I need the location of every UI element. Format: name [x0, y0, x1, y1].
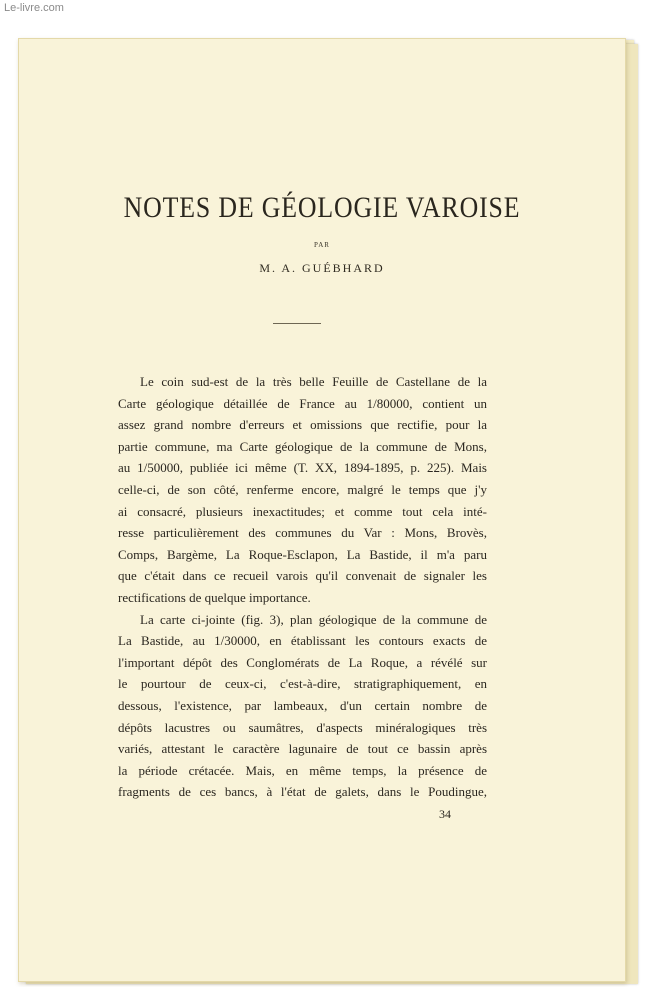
title-divider: [273, 323, 321, 324]
body-line: Comps, Bargème, La Roque-Esclapon, La Bastide, il m'a paru: [118, 546, 487, 562]
body-text: [118, 371, 487, 803]
watermark-text: Le-livre.com: [4, 2, 64, 14]
document-title: NOTES DE GÉOLOGIE VAROISE: [123, 191, 521, 224]
document-page: [18, 38, 626, 982]
body-line: fragments de ces bancs, à l'état de galets, dans le Poudingue,: [118, 784, 487, 800]
body-line: la période crétacée. Mais, en même temps, la présence de: [118, 762, 487, 778]
body-line: assez grand nombre d'erreurs et omissions que rectifie, pour la: [118, 417, 487, 433]
body-line: La Bastide, au 1/30000, en établissant les contours exacts de: [118, 633, 487, 649]
body-line: celle-ci, de son côté, renferme encore, malgré le temps que j'y: [118, 481, 487, 497]
body-line: que c'était dans ce recueil varois qu'il convenait de signaler les: [118, 568, 487, 584]
author-name: M. A. GUÉBHARD: [259, 261, 385, 275]
body-line: ai consacré, plusieurs inexactitudes; et comme tout cela inté-: [118, 503, 487, 519]
body-line: rectifications de quelque importance.: [118, 589, 311, 605]
body-line: le pourtour de ceux-ci, c'est-à-dire, stratigraphiquement, en: [118, 676, 487, 692]
body-line: resse particulièrement des communes du Var : Mons, Brovès,: [118, 525, 487, 541]
body-line: Le coin sud-est de la très belle Feuille de Castellane de la: [140, 374, 487, 389]
page-number: 34: [439, 807, 451, 821]
body-line: dépôts lacustres ou saumâtres, d'aspects minéralogiques très: [118, 719, 487, 735]
body-line: dessous, l'existence, par lambeaux, d'un certain nombre de: [118, 697, 487, 713]
body-line: variés, attestant le caractère lagunaire de tout ce bassin après: [118, 741, 487, 757]
body-line: partie commune, ma Carte géologique de la commune de Mons,: [118, 438, 487, 454]
body-line: La carte ci-jointe (fig. 3), plan géologique de la commune de: [140, 611, 487, 627]
byline-par: PAR: [314, 241, 330, 249]
body-line: Carte géologique détaillée de France au 1/80000, contient un: [118, 395, 487, 411]
body-line: au 1/50000, publiée ici même (T. XX, 1894-1895, p. 225). Mais: [118, 460, 487, 476]
body-line: l'important dépôt des Conglomérats de La Roque, a révélé sur: [118, 654, 487, 670]
